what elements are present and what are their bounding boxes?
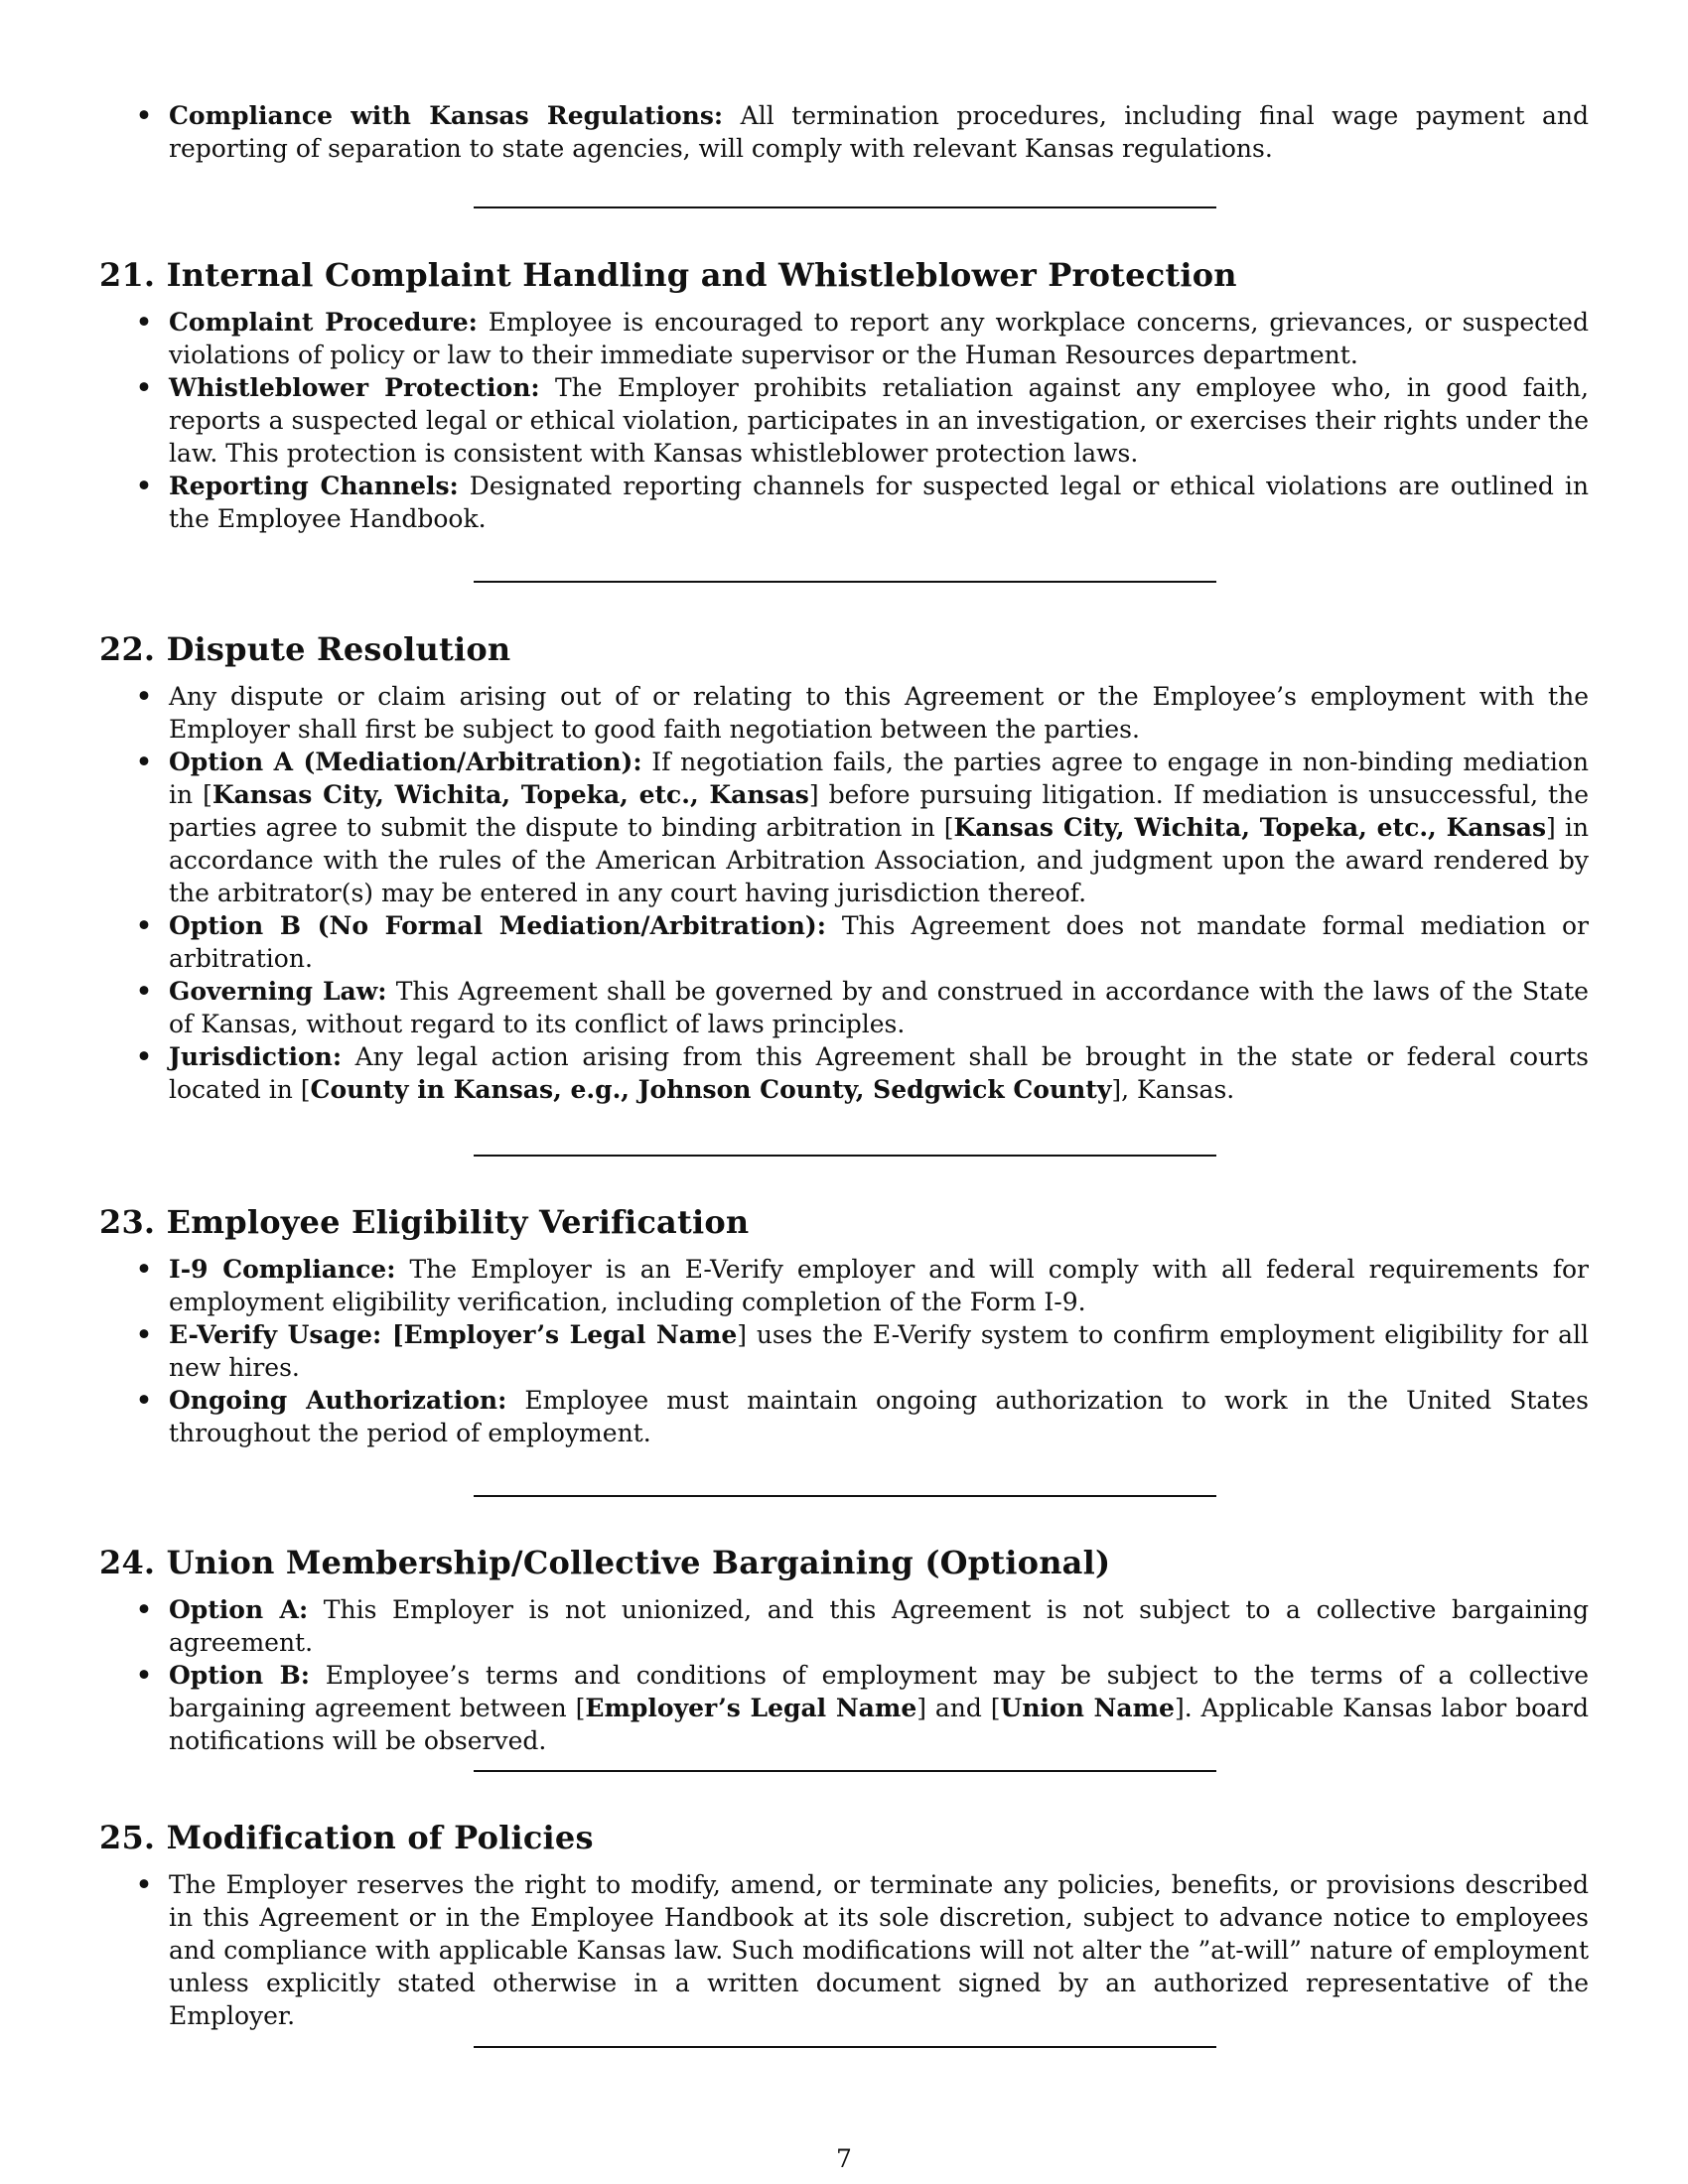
list-item-union-option-b <box>169 1659 1589 1757</box>
document-page <box>99 0 1589 2184</box>
item-text: Employee’s terms and conditions of employment may be subject to the terms of a collective bargaining agreement between [ <box>169 1661 1589 1722</box>
section-divider <box>474 206 1216 208</box>
item-lead: Option A: <box>169 1595 309 1624</box>
item-lead: Option B (No Formal Mediation/Arbitration): <box>169 911 826 940</box>
list-item-option-b-no-mediation <box>169 909 1589 975</box>
section-23-heading: 23. Employee Eligibility Verification <box>99 1203 750 1241</box>
list-item-governing-law <box>169 975 1589 1040</box>
item-text: ], Kansas. <box>1111 1075 1235 1104</box>
section-22 <box>99 629 1589 1106</box>
placeholder-venue: Kansas City, Wichita, Topeka, etc., Kansas <box>953 813 1547 842</box>
section-20-list <box>99 99 1589 165</box>
section-25-list <box>99 1868 1589 2032</box>
item-lead: E-Verify Usage: <box>169 1320 382 1349</box>
section-24-list <box>99 1593 1589 1757</box>
list-item-i9-compliance <box>169 1253 1589 1318</box>
section-21 <box>99 255 1589 535</box>
list-item-ongoing-authorization <box>169 1384 1589 1449</box>
section-divider <box>474 581 1216 583</box>
section-21-heading: 21. Internal Complaint Handling and Whistleblower Protection <box>99 256 1237 294</box>
list-item-whistleblower-protection <box>169 371 1589 470</box>
section-divider <box>474 1495 1216 1497</box>
section-23 <box>99 1202 1589 1449</box>
item-lead: Option A (Mediation/Arbitration): <box>169 748 642 776</box>
item-text: If negotiation fails, the parties agree to engage in non-binding mediation in [ <box>169 748 1589 809</box>
list-item-jurisdiction <box>169 1040 1589 1106</box>
item-text: ] uses the E-Verify system to confirm employment eligibility for all new hires. <box>169 1320 1589 1382</box>
section-divider <box>474 1155 1216 1157</box>
item-text: ] and [ <box>916 1694 1001 1722</box>
section-22-heading: 22. Dispute Resolution <box>99 630 511 668</box>
item-text: The Employer reserves the right to modify, amend, or terminate any policies, benefits, or provisions described in this Agreement or in the Employee Handbook at its sole discretion, subject to advance notice to employees and compliance with applicable Kansas law. Such modifications will not alter the ”at-will” nature of employment unless explicitly stated otherwise in a written document signed by an authorized representative of the Employer. <box>169 1870 1589 2030</box>
item-text: This Agreement shall be governed by and construed in accordance with the laws of the State of Kansas, without regard to its conflict of laws principles. <box>169 977 1589 1038</box>
section-divider <box>474 1770 1216 1772</box>
item-text: ] before pursuing litigation. If mediation is unsuccessful, the parties agree to submit the dispute to binding arbitration in [ <box>169 780 1590 842</box>
item-text: The Employer is an E-Verify employer and will comply with all federal requirements for employment eligibility verification, including completion of the Form I-9. <box>169 1255 1589 1316</box>
section-25 <box>99 1818 1589 2032</box>
section-23-list <box>99 1253 1589 1449</box>
list-item-everify-usage <box>169 1318 1589 1384</box>
list-item-good-faith-negotiation <box>169 680 1589 746</box>
list-item-union-option-a <box>169 1593 1589 1659</box>
item-lead: Compliance with Kansas Regulations: <box>169 101 724 130</box>
placeholder-venue: Kansas City, Wichita, Topeka, etc., Kansas <box>211 780 809 809</box>
item-text: ] in accordance with the rules of the American Arbitration Association, and judgment upon the award rendered by the arbitrator(s) may be entered in any court having jurisdiction thereof. <box>169 813 1589 907</box>
section-22-list <box>99 680 1589 1106</box>
section-20-tail <box>99 99 1589 165</box>
page-number: 7 <box>836 2144 852 2173</box>
item-text: All termination procedures, including final wage payment and reporting of separation to state agencies, will comply with relevant Kansas regulations. <box>169 101 1589 163</box>
item-lead: Reporting Channels: <box>169 472 459 500</box>
placeholder-employer-name: Employer’s Legal Name <box>403 1320 738 1349</box>
placeholder-employer-name: Employer’s Legal Name <box>585 1694 917 1722</box>
item-text: ]. Applicable Kansas labor board notifications will be observed. <box>169 1694 1590 1755</box>
list-item-modification-rights <box>169 1868 1589 2032</box>
item-text: The Employer prohibits retaliation against any employee who, in good faith, reports a suspected legal or ethical violation, participates in an investigation, or exercises their rights under the law. This protection is consistent with Kansas whistleblower protection laws. <box>169 373 1589 468</box>
item-lead: Governing Law: <box>169 977 387 1006</box>
item-text: Designated reporting channels for suspected legal or ethical violations are outlined in the Employee Handbook. <box>169 472 1590 533</box>
list-item-option-a-mediation <box>169 746 1589 909</box>
section-25-heading: 25. Modification of Policies <box>99 1819 594 1856</box>
list-item-reporting-channels <box>169 470 1589 535</box>
item-text: Employee is encouraged to report any workplace concerns, grievances, or suspected violations of policy or law to their immediate supervisor or the Human Resources department. <box>169 308 1589 369</box>
list-item-compliance-kansas <box>169 99 1589 165</box>
item-lead: Ongoing Authorization: <box>169 1386 507 1415</box>
item-text: Employee must maintain ongoing authorization to work in the United States throughout the period of employment. <box>169 1386 1589 1447</box>
item-lead: Whistleblower Protection: <box>169 373 540 402</box>
section-21-list <box>99 306 1589 535</box>
item-text: Any dispute or claim arising out of or relating to this Agreement or the Employee’s employment with the Employer shall first be subject to good faith negotiation between the parties. <box>169 682 1589 744</box>
section-24-heading: 24. Union Membership/Collective Bargaining (Optional) <box>99 1544 1111 1581</box>
section-divider <box>474 2046 1216 2048</box>
list-item-complaint-procedure <box>169 306 1589 371</box>
item-text: [ <box>381 1320 404 1349</box>
item-text: This Agreement does not mandate formal mediation or arbitration. <box>169 911 1589 973</box>
item-lead: I-9 Compliance: <box>169 1255 396 1284</box>
item-lead: Jurisdiction: <box>169 1042 343 1071</box>
placeholder-county: County in Kansas, e.g., Johnson County, Sedgwick County <box>310 1075 1112 1104</box>
placeholder-union-name: Union Name <box>1000 1694 1175 1722</box>
item-lead: Complaint Procedure: <box>169 308 478 337</box>
item-text: This Employer is not unionized, and this Agreement is not subject to a collective bargaining agreement. <box>169 1595 1589 1657</box>
item-lead: Option B: <box>169 1661 310 1690</box>
item-text: Any legal action arising from this Agreement shall be brought in the state or federal courts located in [ <box>169 1042 1589 1104</box>
section-24 <box>99 1543 1589 1757</box>
